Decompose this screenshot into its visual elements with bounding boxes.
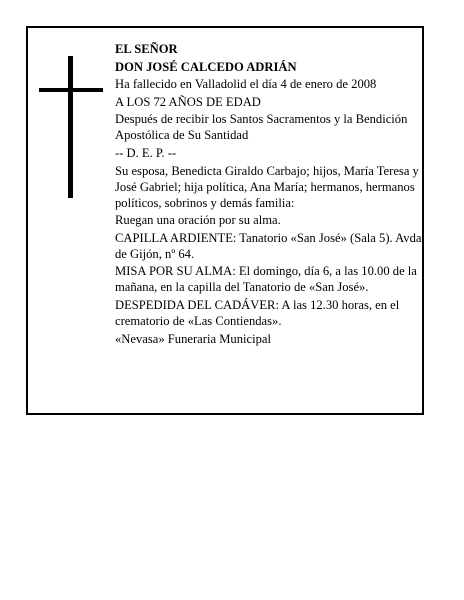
sacraments-statement: Después de recibir los Santos Sacramentos y la Bendición Apostólica de Su Santidad [115,112,408,143]
deceased-name: DON JOSÉ CALCEDO ADRIÁN [115,59,297,74]
age-statement: A LOS 72 AÑOS DE EDAD [115,94,261,109]
title-line-1: EL SEÑOR [115,42,178,56]
prayer-request: Ruegan una oración por su alma. [115,213,281,228]
chapel-info: CAPILLA ARDIENTE: Tanatorio «San José» (Sala 5). Avda. de Gijón, nº 64. [115,230,425,261]
obituary-text [115,41,425,348]
farewell-info: DESPEDIDA DEL CADÁVER: A las 12.30 horas, en el crematorio de «Las Contiendas». [115,297,400,328]
cross-icon [68,56,73,198]
death-statement: Ha fallecido en Valladolid el día 4 de enero de 2008 [115,77,377,92]
funeral-home: «Nevasa» Funeraria Municipal [115,331,271,346]
mass-info: MISA POR SU ALMA: El domingo, día 6, a las 10.00 de la mañana, en la capilla del Tanatorio de «San José». [115,264,417,295]
obituary-notice [26,26,424,415]
cross-icon-crossbar [39,88,103,92]
rip-line: -- D. E. P. -- [115,145,177,160]
family-statement: Su esposa, Benedicta Giraldo Carbajo; hijos, María Teresa y José Gabriel; hija política, Ana María; hermanos, hermanos políticos, sobrinos y demás familia: [115,163,419,210]
